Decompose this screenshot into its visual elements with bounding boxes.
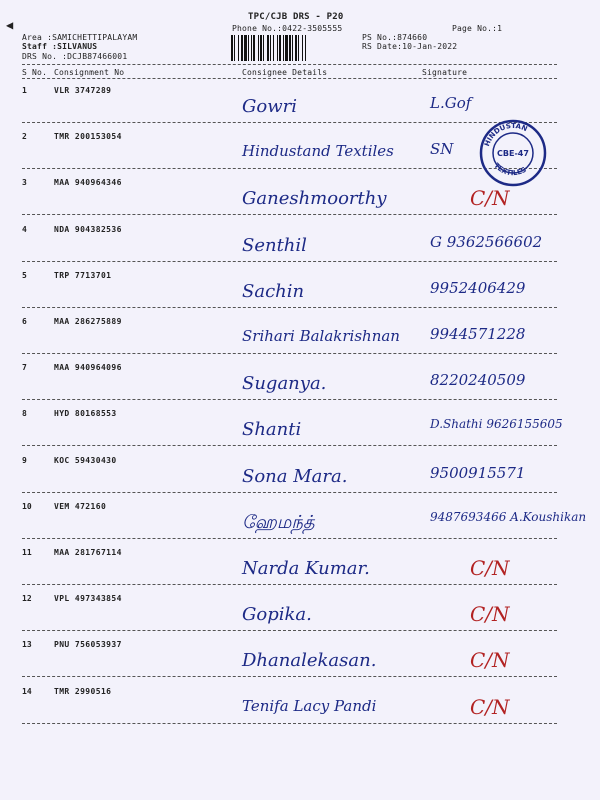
svg-text:TEXTILES <box>492 162 528 178</box>
consignee-handwriting: Narda Kumar. <box>242 558 370 579</box>
signature-handwriting: C/N <box>470 186 510 211</box>
row-number: 12 <box>22 594 32 604</box>
divider <box>22 78 557 79</box>
consignee-handwriting: Gowri <box>242 96 297 117</box>
barcode-bar <box>248 35 249 61</box>
rs-date: RS Date:10-Jan-2022 <box>362 42 458 51</box>
barcode-bar <box>292 35 293 61</box>
col-consignment: Consignment No <box>54 68 125 77</box>
row-number: 6 <box>22 317 27 326</box>
signature-handwriting: SN <box>430 140 454 159</box>
consignee-handwriting: Shanti <box>242 419 302 441</box>
barcode-bar <box>241 35 243 61</box>
page-number: Page No.:1 <box>452 24 503 33</box>
row-number: 1 <box>22 86 27 95</box>
row-divider <box>22 353 557 354</box>
barcode-bar <box>231 35 233 61</box>
row-divider <box>22 307 557 308</box>
signature-handwriting: C/N <box>470 556 510 580</box>
barcode-bar <box>295 35 297 61</box>
barcode-bar <box>253 35 255 61</box>
row-divider <box>22 445 557 446</box>
row-divider <box>22 676 557 677</box>
consignee-handwriting: Sona Mara. <box>242 465 348 487</box>
consignment-number: TMR 200153054 <box>54 132 122 142</box>
barcode-bar <box>305 35 306 61</box>
consignee-handwriting: Suganya. <box>242 373 327 395</box>
consignee-handwriting: Ganeshmoorthy <box>242 188 387 210</box>
barcode-bar <box>283 35 284 61</box>
barcode-bar <box>258 35 259 61</box>
barcode-bar <box>238 35 239 61</box>
stamp-bottom-text: TEXTILES <box>492 161 528 178</box>
consignment-number: TRP 7713701 <box>54 270 112 280</box>
consignee-handwriting: Srihari Balakrishnan <box>242 327 400 345</box>
row-divider <box>22 214 557 215</box>
col-consignee: Consignee Details <box>242 68 328 77</box>
row-number: 11 <box>22 548 32 557</box>
barcode-bar <box>273 35 274 61</box>
row-number: 8 <box>22 409 27 419</box>
barcode-bar <box>263 35 264 61</box>
consignment-number: HYD 80168553 <box>54 409 117 419</box>
row-divider <box>22 723 557 724</box>
barcode-bar <box>302 35 303 61</box>
barcode-bar <box>251 35 252 61</box>
signature-handwriting: D.Shathi 9626155605 <box>430 417 563 432</box>
consignment-number: VEM 472160 <box>54 501 107 511</box>
row-number: 4 <box>22 224 27 234</box>
barcode-bar <box>289 35 291 61</box>
consignment-number: PNU 756053937 <box>54 640 122 650</box>
row-divider <box>22 584 557 585</box>
drs-number: DRS No. :DCJB87466001 <box>22 52 128 61</box>
consignment-number: TMR 2990516 <box>54 686 112 696</box>
barcode-bar <box>270 35 271 61</box>
stamp-center-text: CBE-47 <box>497 149 529 158</box>
consignment-number: KOC 59430430 <box>54 455 117 465</box>
signature-handwriting: 9952406429 <box>430 278 526 297</box>
consignment-number: MAA 286275889 <box>54 317 122 326</box>
barcode-bar <box>277 35 278 61</box>
barcode-bar <box>267 35 269 61</box>
consignee-handwriting: Hindustand Textiles <box>242 142 394 161</box>
row-divider <box>22 261 557 262</box>
barcode-bar <box>234 35 235 61</box>
row-number: 9 <box>22 455 27 465</box>
row-number: 13 <box>22 640 32 650</box>
row-divider <box>22 538 557 539</box>
signature-handwriting: 9500915571 <box>430 463 526 482</box>
col-signature: Signature <box>422 68 468 77</box>
signature-handwriting: 9487693466 A.Koushikan <box>430 509 587 524</box>
consignee-handwriting: ஹேமந்த் <box>242 511 315 533</box>
signature-handwriting: C/N <box>470 648 510 673</box>
row-number: 7 <box>22 363 27 373</box>
consignee-handwriting: Tenifa Lacy Pandi <box>242 696 377 715</box>
consignee-handwriting: Sachin <box>242 280 305 302</box>
signature-handwriting: 8220240509 <box>430 371 526 390</box>
stamp-top-text: HINDUSTAN <box>483 121 529 148</box>
consignment-number: VLR 3747289 <box>54 86 112 95</box>
barcode-bar <box>298 35 299 61</box>
consignment-number: MAA 940964096 <box>54 363 122 373</box>
row-divider <box>22 122 557 123</box>
signature-handwriting: G 9362566602 <box>430 232 543 251</box>
row-divider <box>22 492 557 493</box>
row-number: 2 <box>22 132 27 142</box>
row-divider <box>22 399 557 400</box>
row-number: 3 <box>22 178 27 188</box>
consignee-handwriting: Senthil <box>242 234 307 256</box>
barcode-bar <box>279 35 281 61</box>
barcode-bar <box>260 35 262 61</box>
barcode-bar <box>244 35 247 61</box>
consignment-number: VPL 497343854 <box>54 594 122 604</box>
barcode <box>230 35 358 61</box>
signature-handwriting: C/N <box>470 694 510 719</box>
company-stamp <box>478 118 548 188</box>
signature-handwriting: C/N <box>470 602 510 627</box>
barcode-bar <box>285 35 288 61</box>
divider <box>22 64 557 65</box>
row-divider <box>22 630 557 631</box>
row-number: 5 <box>22 270 27 280</box>
signature-handwriting: 9944571228 <box>430 325 526 343</box>
area-label: Area :SAMICHETTIPALAYAM <box>22 33 138 42</box>
phone-number: Phone No.:0422-3505555 <box>232 24 343 33</box>
consignee-handwriting: Gopika. <box>242 604 312 626</box>
arrow-icon: ◀ <box>6 18 14 32</box>
row-divider <box>22 168 557 169</box>
consignment-number: MAA 940964346 <box>54 178 122 188</box>
consignment-number: MAA 281767114 <box>54 548 122 557</box>
col-sno: S No. <box>22 68 48 77</box>
consignment-number: NDA 904382536 <box>54 224 122 234</box>
signature-handwriting: L.Gof <box>430 94 472 112</box>
doc-title: TPC/CJB DRS - P20 <box>248 12 344 22</box>
row-number: 10 <box>22 501 32 511</box>
row-number: 14 <box>22 686 32 696</box>
ps-number: PS No.:874660 <box>362 33 428 42</box>
consignee-handwriting: Dhanalekasan. <box>242 650 377 672</box>
staff-label: Staff :SILVANUS <box>22 42 98 51</box>
